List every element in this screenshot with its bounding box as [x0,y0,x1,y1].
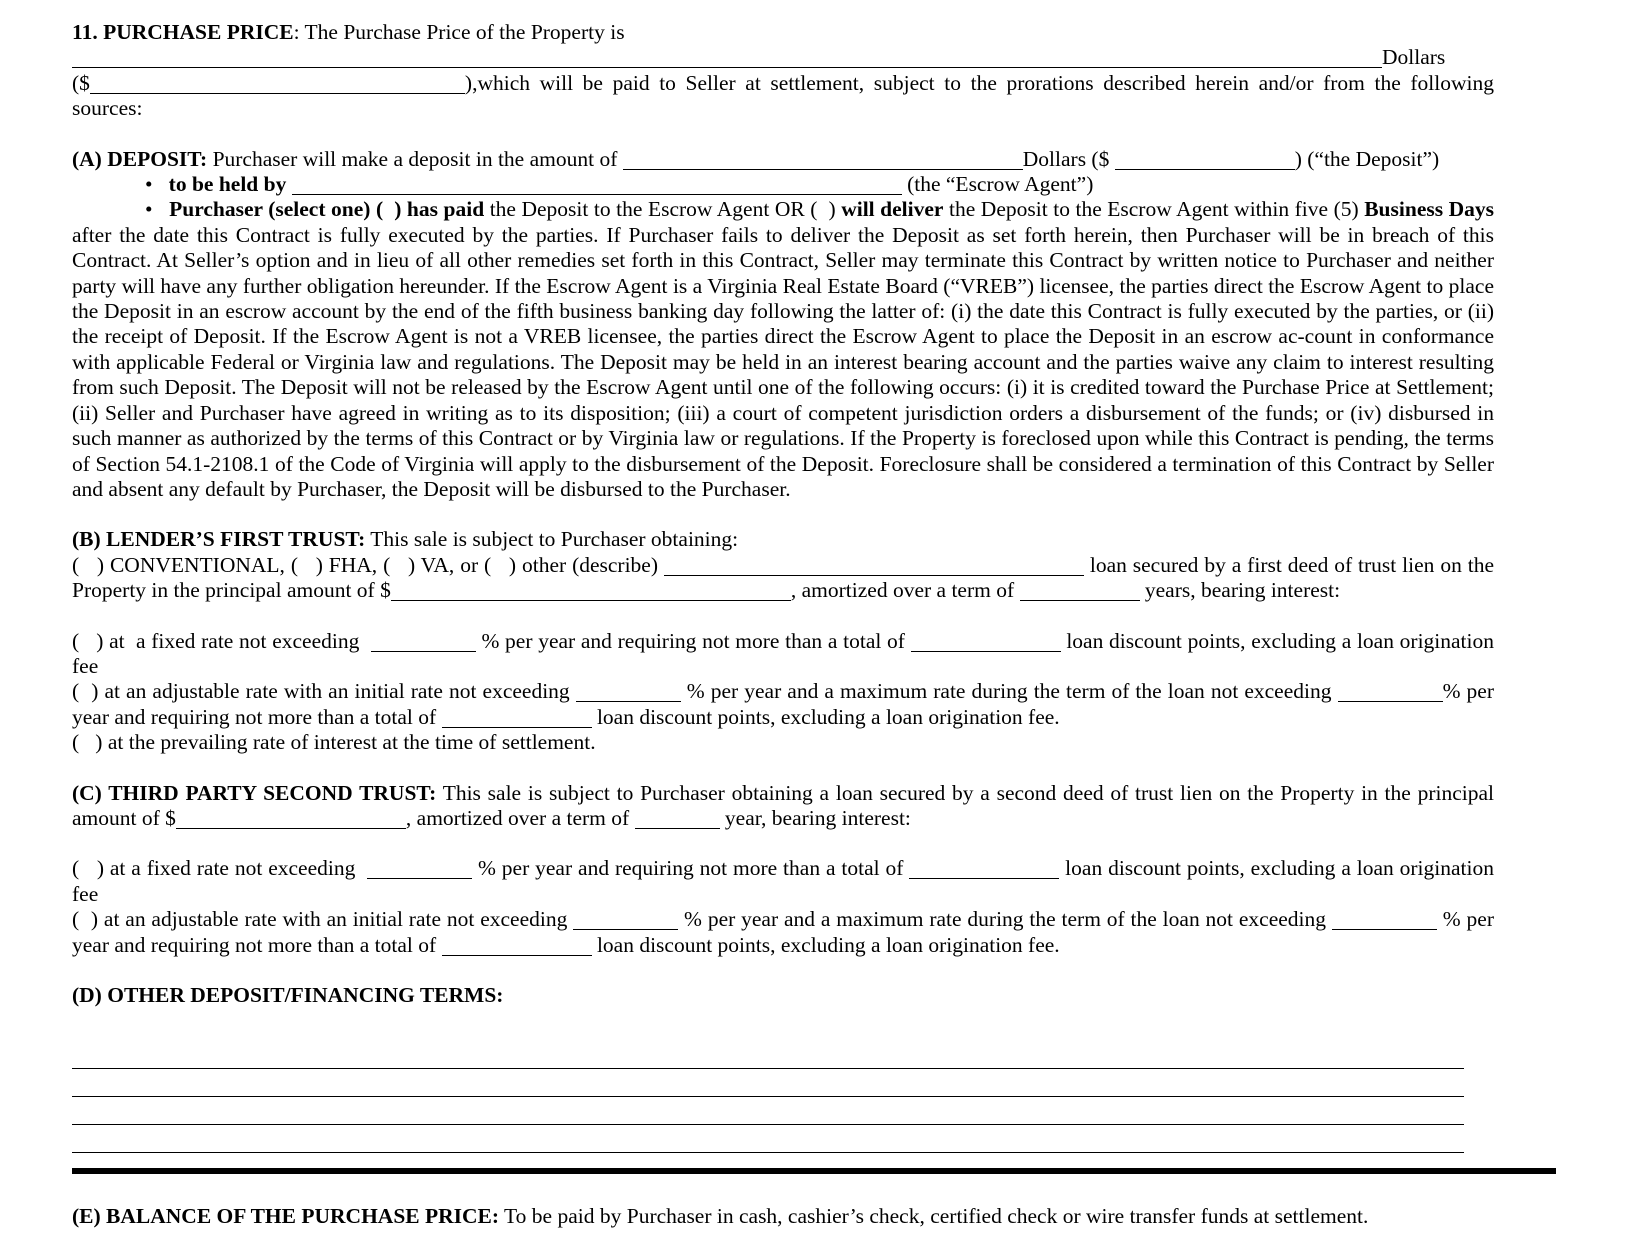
text-segment: loan discount points, excluding a loan origination fee [72,628,1495,678]
text-segment: (the “Escrow Agent”) [901,172,1094,197]
checkbox-option[interactable]: ( ) [383,552,421,577]
text-segment: (B) LENDER’S FIRST TRUST: [72,527,366,552]
paragraph [72,907,1494,958]
checkbox-option[interactable]: ( ) [72,552,110,577]
paragraph [72,1204,1494,1229]
text-segment: at the prevailing rate of interest at the time of settlement. [107,730,596,755]
paragraph [72,553,1494,604]
paragraph [72,147,1494,172]
text-segment: years, bearing interest: [1139,578,1341,603]
text-segment: the Deposit to the Escrow Agent within five (5) [943,197,1365,222]
fill-in-blank[interactable] [1020,599,1140,601]
text-segment: To be paid by Purchaser in cash, cashier’s check, certified check or wire transfer funds at settlement. [499,1204,1369,1229]
text-segment: loan discount points, excluding a loan origination fee. [591,932,1060,957]
fill-in-blank[interactable] [1332,928,1437,930]
text-segment: ($ [72,70,90,95]
fill-in-blank[interactable] [576,700,681,702]
fill-in-blank[interactable] [442,726,592,728]
fill-in-blank[interactable] [1115,168,1295,170]
clause-d-other-terms-heading [72,983,1494,1008]
text-segment: VA, or [420,552,485,577]
text-segment: CONVENTIONAL, [109,552,291,577]
fill-in-blank[interactable] [911,650,1061,652]
clause-a-deposit-amount [72,147,1494,172]
text-segment: loan discount points, excluding a loan origination fee. [591,704,1060,729]
text-segment: % per year and a maximum rate during the term of the loan not exceeding [678,907,1332,932]
clause-b-fixed-rate-option [72,629,1494,680]
fill-in-blank[interactable] [1338,700,1443,702]
text-segment: This sale is subject to Purchaser obtaining a loan secured by a second deed of trust lien on the Property in the principal amount of $ [72,780,1494,830]
paragraph [72,71,1494,122]
fill-in-blank[interactable] [292,193,902,195]
text-segment: , amortized over a term of [790,578,1020,603]
text-segment: other (describe) [521,552,664,577]
paragraph [72,45,1494,70]
paragraph [72,856,1494,907]
text-segment: Dollars [1382,45,1446,70]
paragraph [72,527,1494,552]
text-segment: • [145,197,170,222]
text-segment: to be held by [168,172,292,197]
clause-e-balance-of-purchase-price [72,1204,1494,1229]
text-segment: % per year and a maximum rate during the term of the loan not exceeding [680,679,1338,704]
clause-b-prevailing-rate-option [72,730,1494,755]
text-segment: ) (“the Deposit”) [1294,146,1440,171]
text-segment: after the date this Contract is fully executed by the parties. If Purchaser fails to deliver the Deposit as set forth herein, then Purchaser will be in breach of this Contract. At Seller’s option and in lieu of all other remedies set forth in this Contract, Seller may terminate this Contract by written notice to Purchaser and neither party will have any further obligation hereunder. If the Escrow Agent is a Virginia Real Estate Board (“VREB”) licensee, the parties direct the Escrow Agent to place the Deposit in an escrow account by the end of the fifth business banking day following the latter of: (i) the date this Contract is fully executed by the parties, or (ii) the receipt of Deposit. If the Escrow Agent is not a VREB licensee, the parties direct the Escrow Agent to place the Deposit in an escrow ac-count in conformance with applicable Federal or Virginia law and regulations. The Deposit may be held in an interest bearing account and the parties waive any claim to interest resulting from such Deposit. The Deposit will not be released by the Escrow Agent until one of the following occurs: (i) it is credited toward the Purchase Price at Settlement; (ii) Seller and Purchaser have agreed in writing as to its disposition; (iii) a court of competent jurisdiction orders a disbursement of the funds; or (iv) disbursed in such manner as authorized by the terms of this Contract or by Virginia law or regulations. If the Property is foreclosed upon while this Contract is pending, the terms of Section 54.1-2108.1 of the Code of Virginia will apply to the disbursement of the Deposit. Foreclosure shall be considered a termination of this Contract by Seller and absent any default by Purchaser, the Deposit will be disbursed to the Purchaser. [72,222,1494,501]
checkbox-option[interactable]: ( ) [72,730,108,755]
fill-in-blank[interactable] [371,650,476,652]
clause-d-write-in-lines [72,1044,1494,1156]
text-segment: loan secured by a first deed of trust lien on the Property in the principal amount of $ [72,552,1494,603]
fill-in-blank[interactable] [72,1123,1464,1125]
text-segment: This sale is subject to Purchaser obtaining: [365,527,739,552]
fill-in-blank[interactable] [623,168,1023,170]
paragraph [72,1044,1494,1072]
clause-c-fixed-rate-option [72,856,1494,907]
checkbox-option[interactable]: ( ) [72,679,105,704]
paragraph [72,172,1494,197]
fill-in-blank[interactable] [176,827,406,829]
text-segment: at a fixed rate not exceeding [109,856,368,881]
paragraph [72,1072,1494,1100]
text-segment: ),which will be paid to Seller at settlement, subject to the prorations described herein and/or from the following sources: [72,70,1494,121]
checkbox-option[interactable]: ( ) [484,552,522,577]
clause-b-lenders-first-trust-heading [72,527,1494,552]
text-segment: % per year and requiring not more than a total of [472,856,910,881]
text-segment: Purchaser (select one) [169,197,376,222]
text-segment: loan discount points, excluding a loan origination fee [72,856,1494,906]
text-segment: Purchaser will make a deposit in the amount of [207,146,623,171]
section-11-purchase-price-intro [72,20,1494,122]
text-segment: % per year and requiring not more than a total of [72,907,1494,957]
text-segment: has paid [401,197,490,222]
text-segment: will deliver [841,197,944,222]
checkbox-option[interactable]: ( ) [810,197,836,222]
text-segment: year, bearing interest: [719,805,911,830]
fill-in-blank[interactable] [573,928,678,930]
checkbox-option[interactable]: ( ) [72,628,110,653]
clause-b-loan-type-line [72,553,1494,604]
fill-in-blank[interactable] [90,92,465,94]
clause-c-third-party-second-trust [72,781,1494,832]
fill-in-blank[interactable] [664,574,1084,576]
fill-in-blank[interactable] [72,1151,1464,1153]
paragraph [72,1128,1494,1156]
clause-c-adjustable-rate-option [72,907,1494,958]
text-segment: (A) DEPOSIT: [72,146,208,171]
text-segment: , amortized over a term of [405,805,635,830]
paragraph [72,20,1494,45]
paragraph [72,629,1494,680]
text-segment: at an adjustable rate with an initial rate not exceeding [104,679,576,704]
checkbox-option[interactable]: ( ) [375,197,402,222]
text-segment: % per year and requiring not more than a total of [72,679,1494,729]
fill-in-blank[interactable] [72,66,1382,68]
text-segment: % per year and requiring not more than a total of [475,628,911,653]
text-segment: at a fixed rate not exceeding [109,628,371,653]
checkbox-option[interactable]: ( ) [72,856,110,881]
fill-in-blank[interactable] [442,954,592,956]
text-segment: (D) OTHER DEPOSIT/FINANCING TERMS: [72,983,504,1007]
checkbox-option[interactable]: ( ) [72,907,104,932]
paragraph [72,679,1494,730]
paragraph [72,197,1494,502]
fill-in-blank[interactable] [635,827,720,829]
text-segment: FHA, [328,552,384,577]
fill-in-blank[interactable] [367,877,472,879]
checkbox-option[interactable]: ( ) [290,552,329,577]
text-segment: at an adjustable rate with an initial rate not exceeding [103,907,574,932]
text-segment: Business Days [1364,197,1495,222]
text-segment: (C) THIRD PARTY SECOND TRUST: [72,780,437,805]
fill-in-blank[interactable] [72,1095,1464,1097]
fill-in-blank[interactable] [909,877,1059,879]
paragraph [72,730,1494,755]
fill-in-blank[interactable] [391,599,791,601]
paragraph [72,1100,1494,1128]
section-divider-rule [72,1168,1556,1174]
text-segment: (E) BALANCE OF THE PURCHASE PRICE: [72,1204,500,1229]
text-segment: • [145,172,169,197]
fill-in-blank[interactable] [72,1067,1464,1069]
paragraph [72,781,1494,832]
text-segment: 11. PURCHASE PRICE [72,20,294,44]
paragraph [72,983,1494,1008]
clause-b-adjustable-rate-option [72,679,1494,730]
text-segment: the Deposit to the Escrow Agent OR [489,197,811,222]
text-segment: Dollars ($ [1022,146,1115,171]
clause-a-deposit-bullets-and-terms [72,172,1494,502]
text-segment: : The Purchase Price of the Property is [293,20,625,44]
